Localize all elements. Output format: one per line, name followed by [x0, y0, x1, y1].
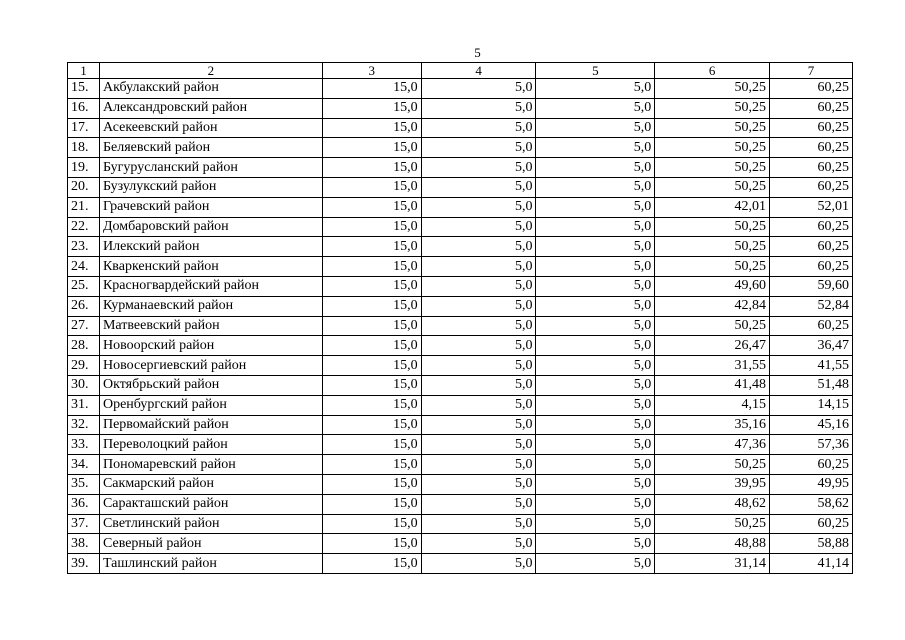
cell-col-7: 36,47	[770, 336, 853, 356]
cell-col-7: 41,14	[770, 554, 853, 574]
cell-col-5: 5,0	[536, 296, 655, 316]
cell-col-6: 42,01	[655, 197, 770, 217]
district-name: Илекский район	[99, 237, 322, 257]
district-name: Красногвардейский район	[99, 276, 322, 296]
cell-col-5: 5,0	[536, 276, 655, 296]
column-header: 3	[322, 63, 421, 79]
cell-col-5: 5,0	[536, 257, 655, 277]
column-number-row	[68, 63, 853, 79]
cell-col-6: 31,55	[655, 356, 770, 376]
district-name: Пономаревский район	[99, 455, 322, 475]
cell-col-4: 5,0	[421, 534, 536, 554]
cell-col-4: 5,0	[421, 118, 536, 138]
cell-col-4: 5,0	[421, 356, 536, 376]
cell-col-3: 15,0	[322, 257, 421, 277]
cell-col-6: 50,25	[655, 79, 770, 99]
row-number: 34.	[68, 455, 100, 475]
row-number: 32.	[68, 415, 100, 435]
cell-col-4: 5,0	[421, 98, 536, 118]
cell-col-7: 60,25	[770, 455, 853, 475]
district-name: Сакмарский район	[99, 474, 322, 494]
cell-col-7: 49,95	[770, 474, 853, 494]
cell-col-3: 15,0	[322, 276, 421, 296]
cell-col-4: 5,0	[421, 415, 536, 435]
cell-col-4: 5,0	[421, 474, 536, 494]
column-header: 5	[536, 63, 655, 79]
cell-col-6: 4,15	[655, 395, 770, 415]
table-row	[68, 474, 853, 494]
table-row	[68, 79, 853, 99]
cell-col-3: 15,0	[322, 177, 421, 197]
cell-col-7: 45,16	[770, 415, 853, 435]
cell-col-5: 5,0	[536, 336, 655, 356]
cell-col-3: 15,0	[322, 217, 421, 237]
district-name: Асекеевский район	[99, 118, 322, 138]
district-name: Бугурусланский район	[99, 158, 322, 178]
cell-col-6: 50,25	[655, 316, 770, 336]
table-row	[68, 415, 853, 435]
cell-col-5: 5,0	[536, 79, 655, 99]
cell-col-5: 5,0	[536, 395, 655, 415]
cell-col-6: 26,47	[655, 336, 770, 356]
district-name: Светлинский район	[99, 514, 322, 534]
cell-col-4: 5,0	[421, 276, 536, 296]
cell-col-6: 50,25	[655, 177, 770, 197]
table-row	[68, 237, 853, 257]
cell-col-6: 50,25	[655, 118, 770, 138]
cell-col-3: 15,0	[322, 138, 421, 158]
cell-col-3: 15,0	[322, 118, 421, 138]
cell-col-3: 15,0	[322, 455, 421, 475]
cell-col-5: 5,0	[536, 177, 655, 197]
table-row	[68, 554, 853, 574]
cell-col-5: 5,0	[536, 435, 655, 455]
cell-col-7: 60,25	[770, 237, 853, 257]
table-row	[68, 435, 853, 455]
district-name: Кваркенский район	[99, 257, 322, 277]
table-row	[68, 336, 853, 356]
district-name: Курманаевский район	[99, 296, 322, 316]
cell-col-5: 5,0	[536, 356, 655, 376]
district-name: Новосергиевский район	[99, 356, 322, 376]
cell-col-3: 15,0	[322, 514, 421, 534]
cell-col-4: 5,0	[421, 375, 536, 395]
row-number: 20.	[68, 177, 100, 197]
cell-col-7: 57,36	[770, 435, 853, 455]
cell-col-3: 15,0	[322, 158, 421, 178]
cell-col-7: 14,15	[770, 395, 853, 415]
districts-table	[67, 62, 853, 574]
district-name: Беляевский район	[99, 138, 322, 158]
cell-col-5: 5,0	[536, 98, 655, 118]
row-number: 16.	[68, 98, 100, 118]
cell-col-4: 5,0	[421, 395, 536, 415]
row-number: 22.	[68, 217, 100, 237]
cell-col-5: 5,0	[536, 474, 655, 494]
cell-col-7: 60,25	[770, 217, 853, 237]
table-row	[68, 257, 853, 277]
cell-col-5: 5,0	[536, 158, 655, 178]
table-row	[68, 494, 853, 514]
table-row	[68, 276, 853, 296]
row-number: 25.	[68, 276, 100, 296]
row-number: 28.	[68, 336, 100, 356]
cell-col-6: 39,95	[655, 474, 770, 494]
cell-col-6: 48,62	[655, 494, 770, 514]
cell-col-4: 5,0	[421, 237, 536, 257]
cell-col-3: 15,0	[322, 435, 421, 455]
cell-col-4: 5,0	[421, 336, 536, 356]
cell-col-4: 5,0	[421, 138, 536, 158]
cell-col-7: 58,62	[770, 494, 853, 514]
cell-col-6: 41,48	[655, 375, 770, 395]
cell-col-3: 15,0	[322, 494, 421, 514]
cell-col-6: 31,14	[655, 554, 770, 574]
cell-col-7: 60,25	[770, 98, 853, 118]
cell-col-7: 52,01	[770, 197, 853, 217]
cell-col-4: 5,0	[421, 197, 536, 217]
cell-col-6: 35,16	[655, 415, 770, 435]
table-row	[68, 138, 853, 158]
column-header: 4	[421, 63, 536, 79]
cell-col-3: 15,0	[322, 197, 421, 217]
row-number: 37.	[68, 514, 100, 534]
cell-col-6: 50,25	[655, 217, 770, 237]
row-number: 27.	[68, 316, 100, 336]
cell-col-5: 5,0	[536, 118, 655, 138]
table-row	[68, 534, 853, 554]
row-number: 15.	[68, 79, 100, 99]
table-row	[68, 375, 853, 395]
cell-col-5: 5,0	[536, 494, 655, 514]
cell-col-7: 60,25	[770, 79, 853, 99]
cell-col-4: 5,0	[421, 455, 536, 475]
row-number: 21.	[68, 197, 100, 217]
row-number: 19.	[68, 158, 100, 178]
cell-col-5: 5,0	[536, 534, 655, 554]
cell-col-4: 5,0	[421, 514, 536, 534]
row-number: 31.	[68, 395, 100, 415]
district-name: Саракташский район	[99, 494, 322, 514]
row-number: 26.	[68, 296, 100, 316]
cell-col-4: 5,0	[421, 177, 536, 197]
table-body	[68, 79, 853, 574]
row-number: 24.	[68, 257, 100, 277]
row-number: 36.	[68, 494, 100, 514]
cell-col-4: 5,0	[421, 494, 536, 514]
column-header: 1	[68, 63, 100, 79]
cell-col-3: 15,0	[322, 356, 421, 376]
row-number: 29.	[68, 356, 100, 376]
cell-col-3: 15,0	[322, 316, 421, 336]
cell-col-7: 60,25	[770, 316, 853, 336]
district-name: Александровский район	[99, 98, 322, 118]
district-name: Ташлинский район	[99, 554, 322, 574]
table-row	[68, 356, 853, 376]
district-name: Домбаровский район	[99, 217, 322, 237]
district-name: Первомайский район	[99, 415, 322, 435]
cell-col-4: 5,0	[421, 296, 536, 316]
cell-col-3: 15,0	[322, 554, 421, 574]
cell-col-7: 60,25	[770, 514, 853, 534]
row-number: 30.	[68, 375, 100, 395]
table-row	[68, 514, 853, 534]
district-name: Оренбургский район	[99, 395, 322, 415]
cell-col-3: 15,0	[322, 375, 421, 395]
cell-col-6: 50,25	[655, 98, 770, 118]
cell-col-7: 60,25	[770, 158, 853, 178]
cell-col-4: 5,0	[421, 257, 536, 277]
cell-col-3: 15,0	[322, 336, 421, 356]
page-number: 5	[474, 45, 481, 60]
district-name: Матвеевский район	[99, 316, 322, 336]
district-name: Октябрьский район	[99, 375, 322, 395]
row-number: 17.	[68, 118, 100, 138]
cell-col-3: 15,0	[322, 237, 421, 257]
cell-col-7: 60,25	[770, 177, 853, 197]
cell-col-4: 5,0	[421, 217, 536, 237]
cell-col-3: 15,0	[322, 395, 421, 415]
cell-col-5: 5,0	[536, 316, 655, 336]
cell-col-5: 5,0	[536, 197, 655, 217]
column-header: 6	[655, 63, 770, 79]
cell-col-6: 47,36	[655, 435, 770, 455]
table-row	[68, 98, 853, 118]
row-number: 35.	[68, 474, 100, 494]
cell-col-3: 15,0	[322, 296, 421, 316]
cell-col-3: 15,0	[322, 474, 421, 494]
cell-col-6: 48,88	[655, 534, 770, 554]
cell-col-5: 5,0	[536, 415, 655, 435]
table-row	[68, 316, 853, 336]
cell-col-7: 41,55	[770, 356, 853, 376]
cell-col-4: 5,0	[421, 554, 536, 574]
cell-col-4: 5,0	[421, 435, 536, 455]
cell-col-6: 50,25	[655, 257, 770, 277]
cell-col-6: 50,25	[655, 514, 770, 534]
cell-col-6: 42,84	[655, 296, 770, 316]
cell-col-4: 5,0	[421, 316, 536, 336]
cell-col-6: 50,25	[655, 237, 770, 257]
row-number: 33.	[68, 435, 100, 455]
table-row	[68, 158, 853, 178]
cell-col-6: 49,60	[655, 276, 770, 296]
table-row	[68, 177, 853, 197]
cell-col-7: 60,25	[770, 138, 853, 158]
cell-col-4: 5,0	[421, 79, 536, 99]
cell-col-5: 5,0	[536, 138, 655, 158]
district-name: Новоорский район	[99, 336, 322, 356]
cell-col-3: 15,0	[322, 415, 421, 435]
cell-col-7: 51,48	[770, 375, 853, 395]
district-name: Северный район	[99, 534, 322, 554]
cell-col-3: 15,0	[322, 79, 421, 99]
table-row	[68, 395, 853, 415]
cell-col-6: 50,25	[655, 455, 770, 475]
cell-col-4: 5,0	[421, 158, 536, 178]
cell-col-7: 60,25	[770, 257, 853, 277]
cell-col-3: 15,0	[322, 534, 421, 554]
column-header: 2	[99, 63, 322, 79]
cell-col-3: 15,0	[322, 98, 421, 118]
cell-col-5: 5,0	[536, 375, 655, 395]
row-number: 38.	[68, 534, 100, 554]
table-row	[68, 118, 853, 138]
cell-col-5: 5,0	[536, 554, 655, 574]
cell-col-5: 5,0	[536, 237, 655, 257]
column-header: 7	[770, 63, 853, 79]
cell-col-7: 60,25	[770, 118, 853, 138]
row-number: 23.	[68, 237, 100, 257]
district-name: Грачевский район	[99, 197, 322, 217]
cell-col-6: 50,25	[655, 138, 770, 158]
cell-col-5: 5,0	[536, 455, 655, 475]
table-row	[68, 296, 853, 316]
cell-col-7: 52,84	[770, 296, 853, 316]
cell-col-5: 5,0	[536, 217, 655, 237]
district-name: Бузулукский район	[99, 177, 322, 197]
district-name: Переволоцкий район	[99, 435, 322, 455]
cell-col-6: 50,25	[655, 158, 770, 178]
table-row	[68, 197, 853, 217]
row-number: 18.	[68, 138, 100, 158]
cell-col-5: 5,0	[536, 514, 655, 534]
district-name: Акбулакский район	[99, 79, 322, 99]
cell-col-7: 59,60	[770, 276, 853, 296]
row-number: 39.	[68, 554, 100, 574]
table-row	[68, 455, 853, 475]
cell-col-7: 58,88	[770, 534, 853, 554]
table-row	[68, 217, 853, 237]
